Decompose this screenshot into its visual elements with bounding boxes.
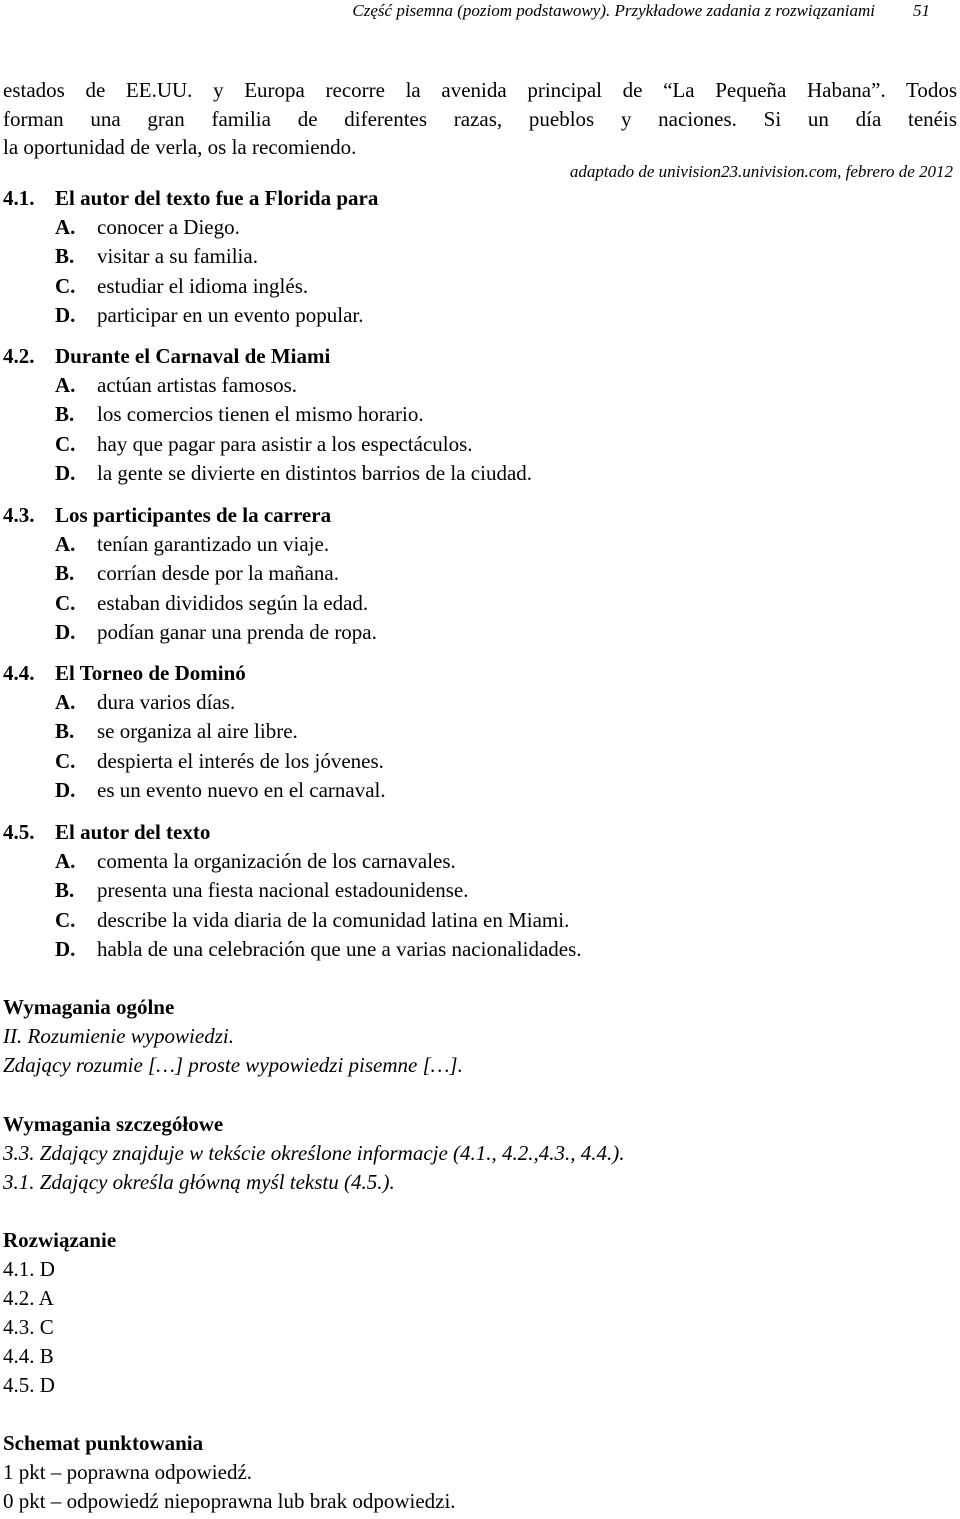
requirement-line: II. Rozumienie wypowiedzi.: [3, 1024, 234, 1048]
intro-line: forman una gran familia de diferentes razas, pueblos y naciones. Si un día tenéis: [3, 106, 957, 131]
scoring-line: 0 pkt – odpowiedź niepoprawna lub brak odpowiedzi.: [3, 1489, 456, 1513]
section-title: Schemat punktowania: [3, 1431, 204, 1455]
option-c: C. estaban divididos según la edad.: [55, 590, 369, 615]
option-b: B. visitar a su familia.: [55, 244, 258, 269]
scoring-line: 1 pkt – poprawna odpowiedź.: [3, 1460, 253, 1484]
option-c: C. hay que pagar para asistir a los espectáculos.: [55, 431, 473, 456]
running-title: Część pisemna (poziom podstawowy). Przykładowe zadania z rozwiązaniami: [352, 1, 875, 20]
answer-line: 4.3. C: [3, 1315, 54, 1339]
question-number: 4.2.: [3, 344, 35, 368]
intro-paragraph: [3, 76, 957, 162]
requirement-line: Zdający rozumie […] proste wypowiedzi pisemne […].: [3, 1053, 463, 1077]
section-title: Wymagania szczegółowe: [3, 1112, 224, 1136]
option-c: C. estudiar el idioma inglés.: [55, 273, 309, 298]
question-stem: Durante el Carnaval de Miami: [55, 344, 331, 368]
question-stem: El autor del texto fue a Florida para: [55, 186, 379, 210]
option-a: A. conocer a Diego.: [55, 215, 240, 240]
requirement-line: 3.3. Zdający znajduje w tekście określone informacje (4.1., 4.2.,4.3., 4.4.).: [3, 1141, 625, 1165]
option-b: B. los comercios tienen el mismo horario.: [55, 402, 424, 427]
option-c: C. describe la vida diaria de la comunidad latina en Miami.: [55, 907, 570, 932]
option-a: A. dura varios días.: [55, 690, 236, 715]
question-number: 4.4.: [3, 661, 35, 685]
answer-line: 4.1. D: [3, 1257, 55, 1281]
page-number: 51: [913, 1, 930, 20]
option-d: D. podían ganar una prenda de ropa.: [55, 619, 377, 644]
option-a: A. tenían garantizado un viaje.: [55, 532, 330, 557]
question-number: 4.5.: [3, 820, 35, 844]
source-citation: adaptado de univision23.univision.com, febrero de 2012: [569, 162, 953, 181]
question-4-5: [3, 818, 943, 964]
section-title: Wymagania ogólne: [3, 995, 175, 1019]
page-header: [352, 0, 930, 22]
option-a: A. comenta la organización de los carnavales.: [55, 849, 456, 874]
section-title: Rozwiązanie: [3, 1228, 117, 1252]
question-4-2: [3, 342, 943, 488]
question-4-3: [3, 501, 943, 647]
option-d: D. habla de una celebración que une a varias nacionalidades.: [55, 936, 582, 961]
intro-line: la oportunidad de verla, os la recomiendo.: [3, 135, 357, 160]
answer-line: 4.2. A: [3, 1286, 54, 1310]
detailed-requirements: [3, 1110, 943, 1197]
answer-line: 4.5. D: [3, 1373, 55, 1397]
answer-line: 4.4. B: [3, 1344, 54, 1368]
scoring-section: [3, 1429, 943, 1516]
question-4-1: [3, 184, 943, 330]
question-4-4: [3, 659, 943, 805]
option-d: D. participar en un evento popular.: [55, 302, 364, 327]
option-b: B. corrían desde por la mañana.: [55, 561, 339, 586]
intro-line: estados de EE.UU. y Europa recorre la avenida principal de “La Pequeña Habana”. Todos: [3, 78, 957, 102]
option-a: A. actúan artistas famosos.: [55, 373, 298, 398]
question-number: 4.3.: [3, 503, 35, 527]
option-b: B. presenta una fiesta nacional estadounidense.: [55, 878, 469, 903]
question-stem: El autor del texto: [55, 820, 211, 844]
question-stem: Los participantes de la carrera: [55, 503, 332, 527]
requirement-line: 3.1. Zdający określa główną myśl tekstu (4.5.).: [3, 1170, 395, 1194]
option-d: D. es un evento nuevo en el carnaval.: [55, 777, 386, 802]
option-c: C. despierta el interés de los jóvenes.: [55, 748, 384, 773]
question-stem: El Torneo de Dominó: [55, 661, 246, 685]
general-requirements: [3, 993, 943, 1080]
solution-section: [3, 1226, 943, 1400]
option-b: B. se organiza al aire libre.: [55, 719, 298, 744]
question-number: 4.1.: [3, 186, 35, 210]
option-d: D. la gente se divierte en distintos barrios de la ciudad.: [55, 460, 533, 485]
